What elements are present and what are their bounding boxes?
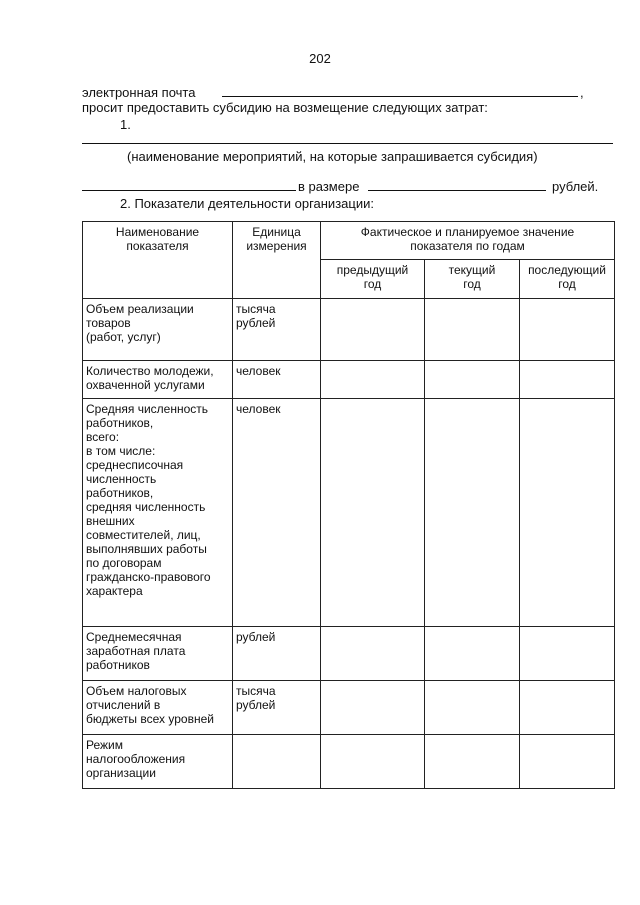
- cell-current-year: [425, 299, 520, 361]
- cell-previous-year: [321, 627, 425, 681]
- row-unit: тысяча рублей: [233, 681, 321, 735]
- amount-blank-left: [82, 178, 296, 191]
- cell-current-year: [425, 735, 520, 789]
- cell-next-year: [520, 681, 615, 735]
- row-indicator: Среднемесячная заработная плата работников: [83, 627, 233, 681]
- item2-title: 2. Показатели деятельности организации:: [120, 196, 374, 211]
- row-unit: рублей: [233, 627, 321, 681]
- cell-next-year: [520, 627, 615, 681]
- cell-current-year: [425, 399, 520, 627]
- event-caption: (наименование мероприятий, на которые запрашивается субсидия): [127, 149, 538, 164]
- row-indicator: Объем реализации товаров (работ, услуг): [83, 299, 233, 361]
- table-row: [83, 735, 615, 789]
- header-indicator: Наименование показателя: [83, 222, 233, 299]
- table-row: [83, 681, 615, 735]
- cell-current-year: [425, 627, 520, 681]
- header-next-year: последующий год: [520, 260, 615, 299]
- item1-number: 1.: [120, 117, 131, 132]
- amount-prefix: в размере: [298, 179, 360, 194]
- request-text: просит предоставить субсидию на возмещение следующих затрат:: [82, 100, 488, 115]
- amount-blank-value: [368, 178, 546, 191]
- cell-current-year: [425, 681, 520, 735]
- amount-suffix: рублей.: [552, 179, 599, 194]
- table-row: [83, 361, 615, 399]
- email-label: электронная почта: [82, 85, 196, 100]
- row-unit: [233, 735, 321, 789]
- cell-current-year: [425, 361, 520, 399]
- cell-next-year: [520, 361, 615, 399]
- table-row: [83, 627, 615, 681]
- table-row: [83, 399, 615, 627]
- cell-previous-year: [321, 735, 425, 789]
- cell-previous-year: [321, 399, 425, 627]
- cell-next-year: [520, 299, 615, 361]
- cell-previous-year: [321, 361, 425, 399]
- email-trailing-comma: ,: [580, 85, 584, 100]
- cell-next-year: [520, 399, 615, 627]
- header-values-group: Фактическое и планируемое значение показателя по годам: [321, 222, 615, 260]
- header-previous-year: предыдущий год: [321, 260, 425, 299]
- event-blank-line: [82, 143, 613, 144]
- cell-previous-year: [321, 681, 425, 735]
- row-indicator: Объем налоговых отчислений в бюджеты всех уровней: [83, 681, 233, 735]
- row-indicator: Средняя численность работников, всего: в том числе: среднесписочная численность работников, средняя численность внешних совместителей, лиц, выполнявших работы по договорам гражданско-правового характера: [83, 399, 233, 627]
- email-underline: [222, 84, 578, 97]
- page-number: 202: [309, 51, 331, 66]
- row-unit: человек: [233, 399, 321, 627]
- indicators-table: [82, 221, 615, 789]
- header-unit: Единица измерения: [233, 222, 321, 299]
- cell-previous-year: [321, 299, 425, 361]
- row-indicator: Режим налогообложения организации: [83, 735, 233, 789]
- row-indicator: Количество молодежи, охваченной услугами: [83, 361, 233, 399]
- cell-next-year: [520, 735, 615, 789]
- row-unit: тысяча рублей: [233, 299, 321, 361]
- header-current-year: текущий год: [425, 260, 520, 299]
- table-row: [83, 299, 615, 361]
- row-unit: человек: [233, 361, 321, 399]
